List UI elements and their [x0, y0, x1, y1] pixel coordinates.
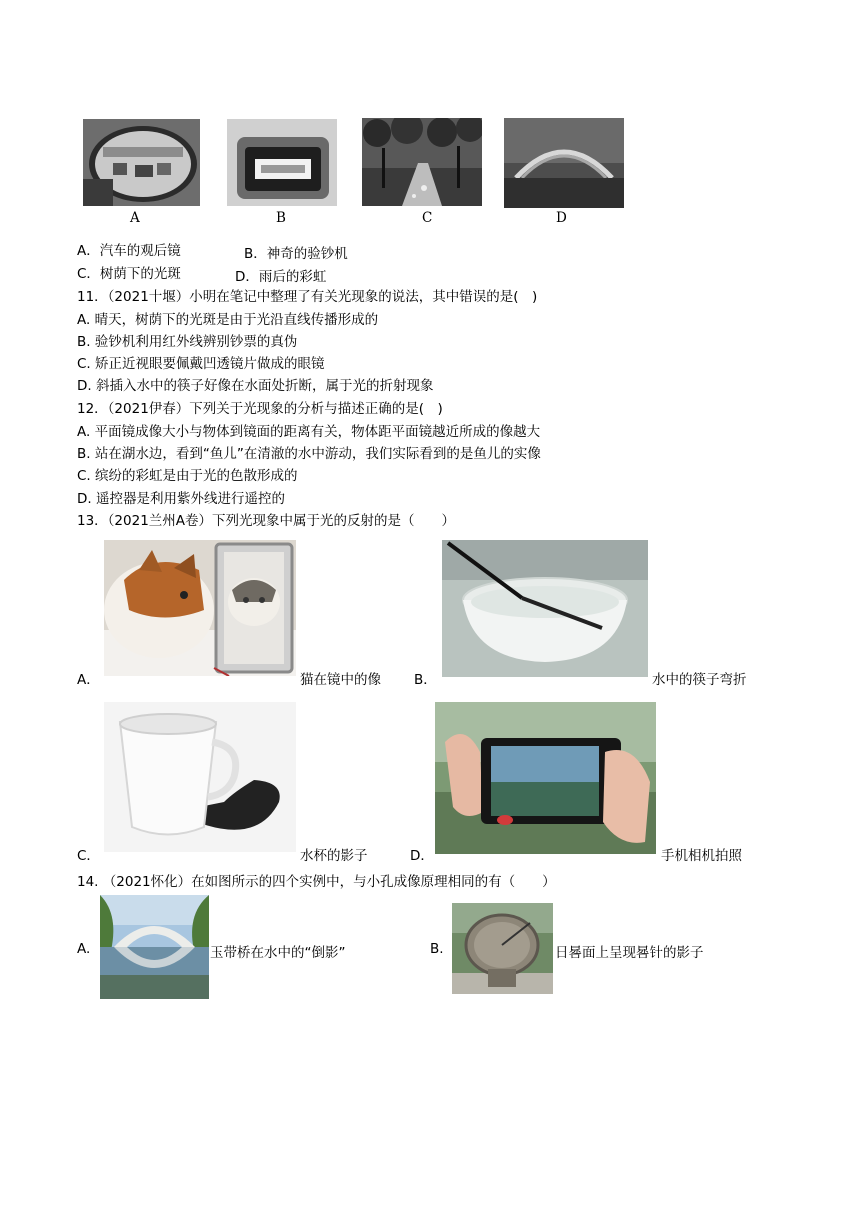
image-label-c: C [422, 210, 433, 226]
phone-camera-photo [435, 702, 656, 854]
jade-belt-bridge-photo [100, 895, 209, 999]
q12-option-c: C. 缤纷的彩虹是由于光的色散形成的 [77, 468, 298, 484]
q14-stem: 14. （2021怀化）在如图所示的四个实例中，与小孔成像原理相同的有（ ） [77, 874, 556, 890]
cat-mirror-photo [104, 540, 296, 676]
q10-option-c: C．树荫下的光斑 [77, 266, 181, 282]
q11-option-a: A. 晴天，树荫下的光斑是由于光沿直线传播形成的 [77, 312, 379, 328]
q10-option-a: A．汽车的观后镜 [77, 243, 181, 259]
q12-option-b: B. 站在湖水边，看到“鱼儿”在清澈的水中游动，我们实际看到的是鱼儿的实像 [77, 446, 541, 462]
q13-stem: 13．（2021兰州A卷）下列光现象中属于光的反射的是（ ） [77, 513, 456, 529]
cup-shadow-photo [104, 702, 296, 852]
image-label-b: B [276, 210, 286, 226]
q11-option-b: B. 验钞机利用红外线辨别钞票的真伪 [77, 334, 298, 350]
q14-option-a-caption: 玉带桥在水中的“倒影” [210, 945, 346, 961]
q11-option-c: C. 矫正近视眼要佩戴凹透镜片做成的眼镜 [77, 356, 325, 372]
image-label-d: D [556, 210, 567, 226]
q13-option-d-letter: D． [410, 848, 434, 864]
rainbow-photo [504, 118, 624, 208]
q14-option-b-caption: 日晷面上呈现晷针的影子 [555, 945, 704, 961]
q14-option-a-letter: A. [77, 941, 91, 957]
q12-stem: 12．（2021伊春）下列关于光现象的分析与描述正确的是( ) [77, 401, 443, 417]
q13-option-d-caption: 手机相机拍照 [661, 848, 742, 864]
q10-option-b: B．神奇的验钞机 [244, 246, 348, 262]
q13-option-c-caption: 水杯的影子 [300, 848, 368, 864]
q13-option-c-letter: C． [77, 848, 100, 864]
q13-option-a-letter: A． [77, 672, 100, 688]
chopsticks-bowl-photo [442, 540, 648, 677]
q12-option-d: D. 遥控器是利用紫外线进行遥控的 [77, 491, 285, 507]
q11-stem: 11．（2021十堰）小明在笔记中整理了有关光现象的说法，其中错误的是( ) [77, 289, 538, 305]
q10-option-d: D．雨后的彩虹 [235, 269, 327, 285]
q13-option-b-letter: B． [414, 672, 437, 688]
car-mirror-photo [83, 119, 200, 206]
q14-option-b-letter: B. [430, 941, 444, 957]
image-label-a: A [130, 210, 140, 226]
q12-option-a: A. 平面镜成像大小与物体到镜面的距离有关，物体距平面镜越近所成的像越大 [77, 424, 541, 440]
q13-option-a-caption: 猫在镜中的像 [300, 672, 381, 688]
q13-option-b-caption: 水中的筷子弯折 [652, 672, 747, 688]
sundial-photo [452, 903, 553, 994]
tree-shade-photo [362, 118, 482, 206]
money-detector-photo [227, 119, 337, 206]
q11-option-d: D. 斜插入水中的筷子好像在水面处折断，属于光的折射现象 [77, 378, 434, 394]
